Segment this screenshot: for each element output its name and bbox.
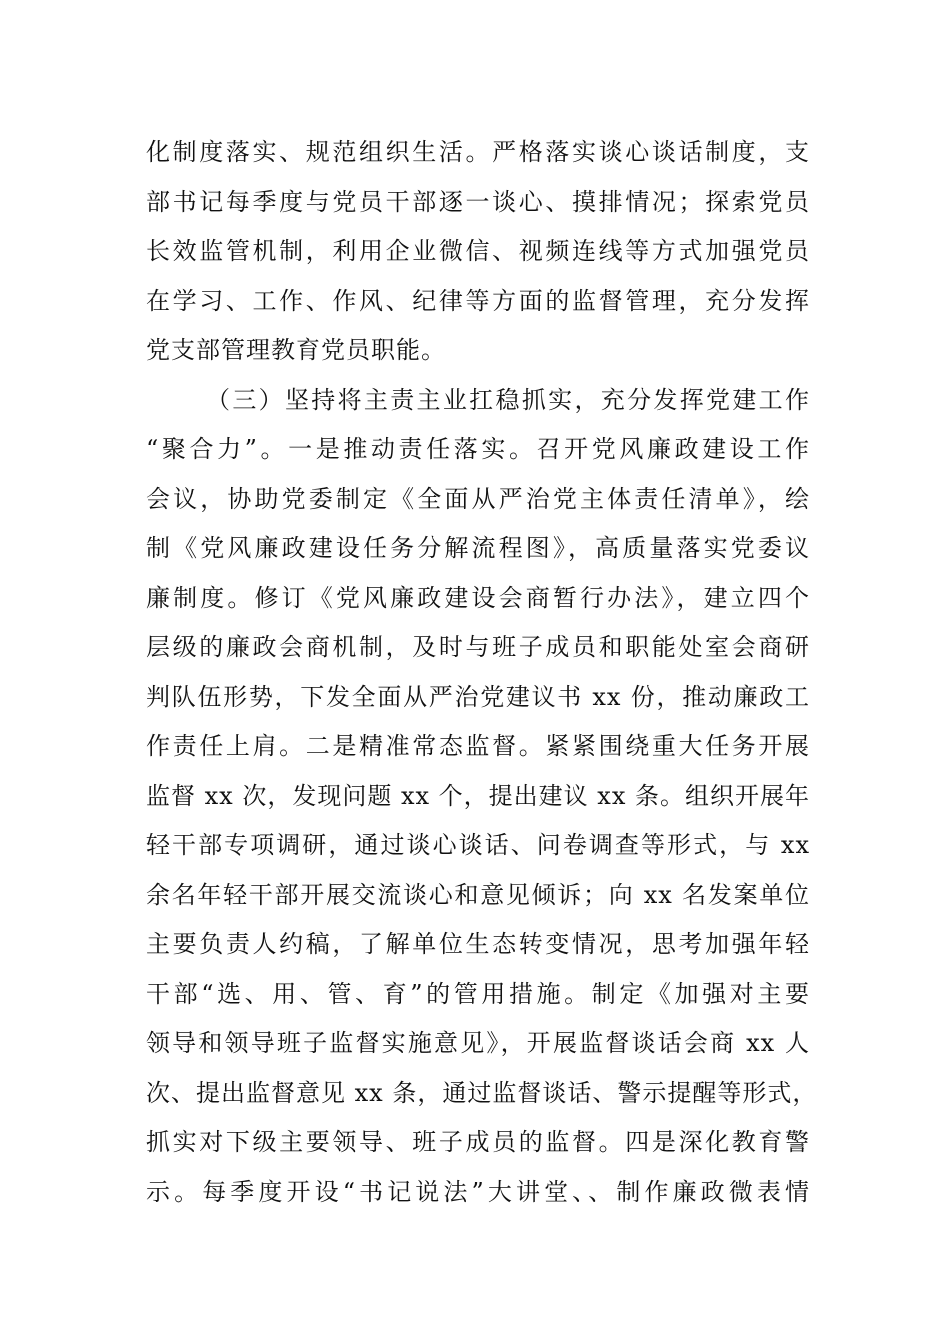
paragraph-heading-line: （三）坚持将主责主业扛稳抓实，充分发挥党建工作 (206, 385, 810, 414)
text-line: 层级的廉政会商机制，及时与班子成员和职能处室会商研 (146, 633, 810, 661)
text-line: 党支部管理教育党员职能。 (146, 336, 446, 364)
text-line: 判队伍形势，下发全面从严治党建议书 xx 份，推动廉政工 (146, 682, 810, 711)
text-line: 作责任上肩。二是精准常态监督。紧紧围绕重大任务开展 (146, 732, 810, 760)
text-line: 廉制度。修订《党风廉政建设会商暂行办法》，建立四个 (146, 583, 810, 612)
text-line: 化制度落实、规范组织生活。严格落实谈心谈话制度，支 (146, 138, 810, 166)
text-line: 次、提出监督意见 xx 条，通过监督谈话、警示提醒等形式， (146, 1078, 818, 1107)
text-line: 余名年轻干部开展交流谈心和意见倾诉；向 xx 名发案单位 (146, 880, 810, 909)
text-line: 干部“选、用、管、育”的管用措施。制定《加强对主要 (146, 979, 810, 1008)
text-line: 主要负责人约稿，了解单位生态转变情况，思考加强年轻 (146, 930, 810, 958)
text-line: 轻干部专项调研，通过谈心谈话、问卷调查等形式，与 xx (146, 831, 810, 859)
text-line: 领导和领导班子监督实施意见》，开展监督谈话会商 xx 人 (146, 1029, 810, 1057)
document-body (146, 128, 818, 1217)
text-line: 在学习、工作、作风、纪律等方面的监督管理，充分发挥 (146, 286, 810, 315)
text-line: 长效监管机制，利用企业微信、视频连线等方式加强党员 (146, 237, 810, 265)
text-line: 部书记每季度与党员干部逐一谈心、摸排情况；探索党员 (146, 187, 810, 216)
text-line: 会议，协助党委制定《全面从严治党主体责任清单》，绘 (146, 484, 810, 513)
text-line: “聚合力”。一是推动责任落实。召开党风廉政建设工作 (146, 435, 810, 463)
text-line: 监督 xx 次，发现问题 xx 个，提出建议 xx 条。组织开展年 (146, 781, 810, 810)
text-line: 抓实对下级主要领导、班子成员的监督。四是深化教育警 (146, 1128, 810, 1156)
text-line: 制《党风廉政建设任务分解流程图》，高质量落实党委议 (146, 534, 810, 562)
text-line: 示。每季度开设“书记说法”大讲堂、、制作廉政微表情 (146, 1177, 810, 1206)
